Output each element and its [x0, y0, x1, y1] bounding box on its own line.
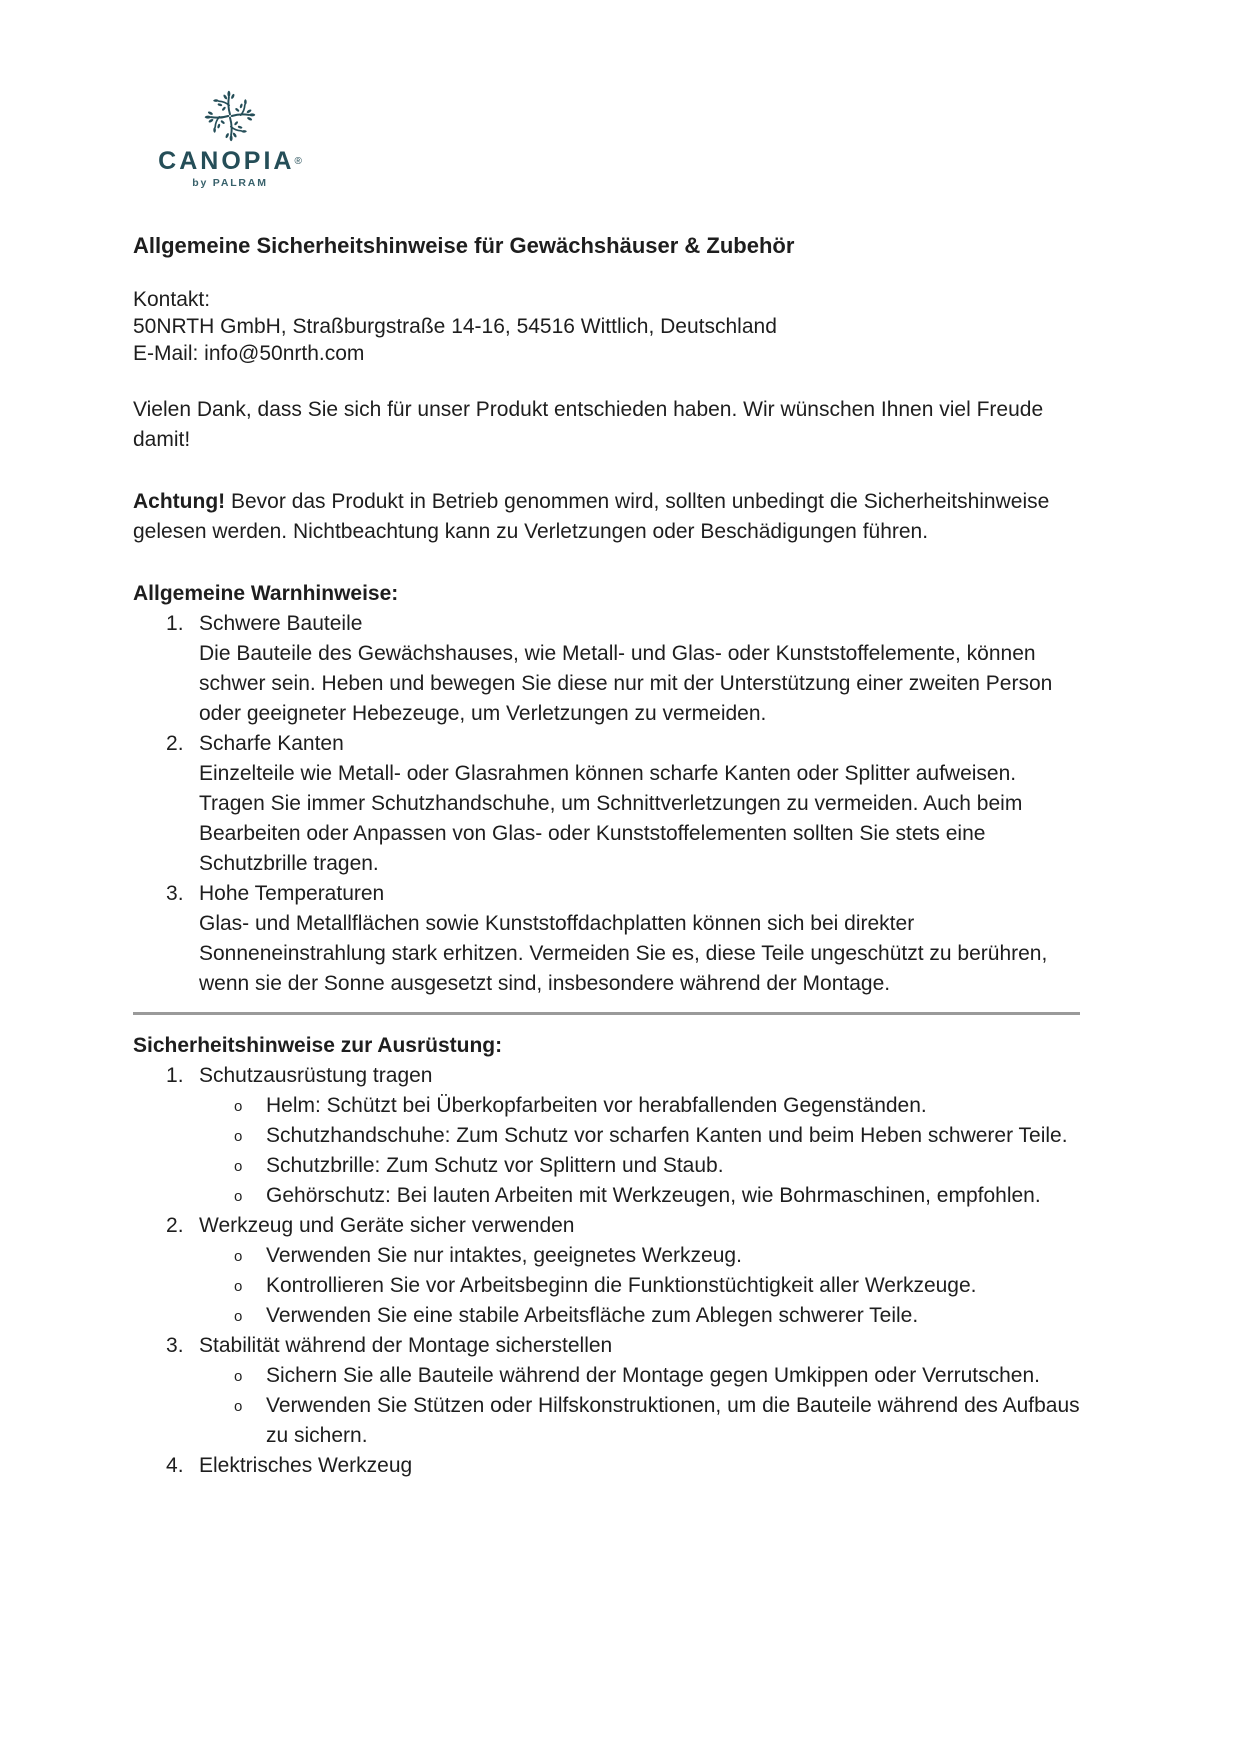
list-item — [199, 729, 1080, 879]
brand-logo — [155, 88, 305, 190]
canopia-tree-icon — [201, 88, 259, 144]
sub-list — [199, 1361, 1080, 1451]
registered-mark: ® — [294, 156, 302, 167]
list-item — [199, 879, 1080, 999]
intro-paragraph: Vielen Dank, dass Sie sich für unser Produkt entschieden haben. Wir wünschen Ihnen viel Freude damit! — [133, 398, 1044, 451]
warning-text: Bevor das Produkt in Betrieb genommen wird, sollten unbedingt die Sicherheitshinweise gelesen werden. Nichtbeachtung kann zu Verletzungen oder Beschädigungen führen. — [133, 490, 1050, 543]
list-item-title: Elektrisches Werkzeug — [199, 1454, 413, 1477]
list-item-body: Einzelteile wie Metall- oder Glasrahmen können scharfe Kanten oder Splitter aufweisen. Tragen Sie immer Schutzhandschuhe, um Schnittverletzungen zu vermeiden. Auch beim Bearbeiten oder Anpassen von Glas- oder Kunststoffelementen sollten Sie stets eine Schutzbrille tragen. — [199, 762, 1023, 875]
contact-label: Kontakt: — [133, 288, 211, 311]
section-divider — [133, 1012, 1080, 1015]
sub-list-item: o Kontrollieren Sie vor Arbeitsbeginn die Funktionstüchtigkeit aller Werkzeuge. — [266, 1271, 1080, 1301]
sub-list-item: o Verwenden Sie nur intaktes, geeignetes Werkzeug. — [266, 1241, 1080, 1271]
brand-byline: by PALRAM — [192, 177, 268, 189]
warning-paragraph — [133, 487, 1080, 547]
list-item-title: Stabilität während der Montage sicherstellen — [199, 1334, 613, 1357]
list-item — [199, 1211, 1080, 1331]
list-item-body: Glas- und Metallflächen sowie Kunststoffdachplatten können sich bei direkter Sonneneinstrahlung stark erhitzen. Vermeiden Sie es, diese Teile ungeschützt zu berühren, wenn sie der Sonne ausgesetzt sind, insbesondere während der Montage. — [199, 912, 1048, 995]
sub-list-item: o Schutzbrille: Zum Schutz vor Splittern und Staub. — [266, 1151, 1080, 1181]
sub-list-item: o Helm: Schützt bei Überkopfarbeiten vor herabfallenden Gegenständen. — [266, 1091, 1080, 1121]
list-item-title: Hohe Temperaturen — [199, 882, 385, 905]
ausruestung-list — [133, 1061, 1080, 1481]
list-item — [199, 1061, 1080, 1211]
page-title: Allgemeine Sicherheitshinweise für Gewächshäuser & Zubehör — [133, 233, 795, 258]
sub-list-item: o Schutzhandschuhe: Zum Schutz vor scharfen Kanten und beim Heben schwerer Teile. — [266, 1121, 1080, 1151]
warnhinweise-list — [133, 609, 1080, 999]
sub-list — [199, 1091, 1080, 1211]
list-item-title: Schwere Bauteile — [199, 612, 363, 635]
sub-list-item: o Gehörschutz: Bei lauten Arbeiten mit Werkzeugen, wie Bohrmaschinen, empfohlen. — [266, 1181, 1080, 1211]
section-heading-warnhinweise: Allgemeine Warnhinweise: — [133, 582, 399, 605]
brand-name: CANOPIA® — [158, 147, 302, 175]
contact-block — [133, 286, 1080, 367]
warning-label: Achtung! — [133, 490, 226, 513]
sub-list-item: o Verwenden Sie eine stabile Arbeitsfläche zum Ablegen schwerer Teile. — [266, 1301, 1080, 1331]
contact-email: E-Mail: info@50nrth.com — [133, 342, 365, 365]
list-item-title: Scharfe Kanten — [199, 732, 344, 755]
list-item-title: Werkzeug und Geräte sicher verwenden — [199, 1214, 575, 1237]
section-heading-ausruestung: Sicherheitshinweise zur Ausrüstung: — [133, 1034, 503, 1057]
list-item — [199, 609, 1080, 729]
contact-address: 50NRTH GmbH, Straßburgstraße 14-16, 54516 Wittlich, Deutschland — [133, 315, 777, 338]
sub-list-item: o Verwenden Sie Stützen oder Hilfskonstruktionen, um die Bauteile während des Aufbaus zu sichern. — [266, 1391, 1080, 1451]
list-item — [199, 1331, 1080, 1451]
list-item-body: Die Bauteile des Gewächshauses, wie Metall- und Glas- oder Kunststoffelemente, können schwer sein. Heben und bewegen Sie diese nur mit der Unterstützung einer zweiten Person oder geeigneter Hebezeuge, um Verletzungen zu vermeiden. — [199, 642, 1053, 725]
sub-list-item: o Sichern Sie alle Bauteile während der Montage gegen Umkippen oder Verrutschen. — [266, 1361, 1080, 1391]
sub-list — [199, 1241, 1080, 1331]
list-item-title: Schutzausrüstung tragen — [199, 1064, 433, 1087]
list-item — [199, 1451, 1080, 1481]
